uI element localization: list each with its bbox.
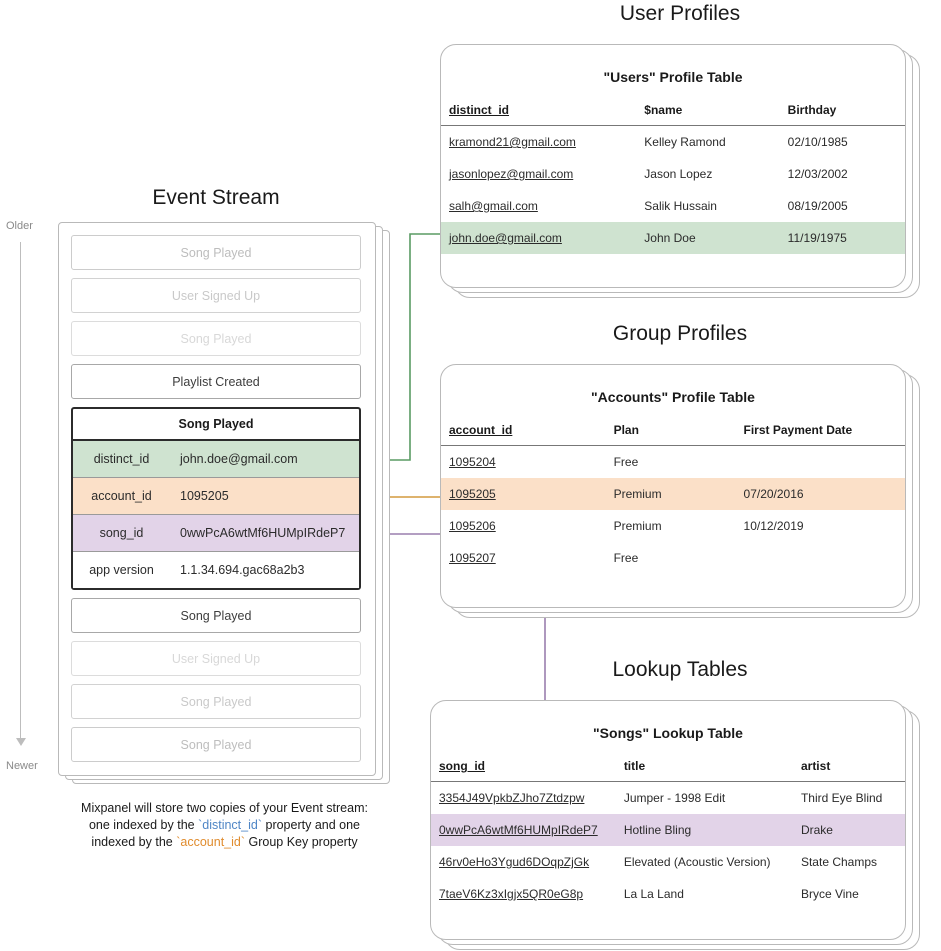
cell-plan: Premium — [613, 519, 662, 533]
event-property-distinct-id — [73, 441, 359, 478]
cell-account-id: 1095206 — [449, 519, 496, 533]
section-title-lookup-tables: Lookup Tables — [612, 658, 748, 681]
event-property-value: 0wwPcA6wtMf6HUMpIRdeP7 — [180, 526, 346, 540]
cell-song-id: 0wwPcA6wtMf6HUMpIRdeP7 — [431, 814, 616, 846]
table-header-row — [441, 419, 905, 446]
cell-song-id: 46rv0eHo3Ygud6DOqpZjGk — [439, 855, 590, 869]
column-header-first-payment-date: First Payment Date — [736, 419, 905, 446]
event-property-key: song_id — [99, 526, 144, 540]
cell-first-payment-date — [736, 446, 905, 479]
table-row[interactable] — [441, 190, 905, 222]
songs-lookup-card-stack — [430, 700, 918, 948]
column-header-name: $name — [636, 99, 779, 126]
table-row[interactable] — [431, 782, 905, 815]
cell-name: Jason Lopez — [644, 167, 713, 181]
section-title-event-stream: Event Stream — [152, 186, 280, 209]
event-row[interactable]: Song Played — [71, 684, 361, 719]
column-header-account-id: account_id — [441, 419, 606, 446]
table-row[interactable] — [431, 846, 905, 878]
cell-plan: Free — [613, 455, 639, 469]
cell-artist: Third Eye Blind — [800, 791, 883, 805]
table-row[interactable] — [441, 446, 905, 479]
table-row-highlighted[interactable] — [441, 222, 905, 254]
event-row[interactable]: User Signed Up — [71, 278, 361, 313]
accounts-profile-card — [440, 364, 906, 608]
table-row[interactable] — [441, 126, 905, 159]
event-stream-caption — [52, 800, 397, 851]
cell-account-id: 1095205 — [441, 478, 606, 510]
cell-distinct-id: kramond21@gmail.com — [449, 135, 576, 149]
column-header-distinct-id: distinct_id — [441, 99, 636, 126]
cell-distinct-id: john.doe@gmail.com — [441, 222, 636, 254]
caption-code-account-id: `account_id` — [176, 835, 246, 849]
event-property-value: 1.1.34.694.gac68a2b3 — [180, 563, 305, 577]
caption-text: indexed by the — [91, 835, 177, 849]
event-property-account-id — [73, 478, 359, 515]
users-profile-card-stack — [440, 44, 918, 296]
accounts-profile-table — [441, 419, 905, 574]
cell-artist: Drake — [793, 814, 905, 846]
caption-code-distinct-id: `distinct_id` — [198, 818, 263, 832]
cell-name: Salik Hussain — [644, 199, 717, 213]
event-property-key: app version — [89, 563, 154, 577]
table-row[interactable] — [441, 158, 905, 190]
caption-text: one indexed by the — [88, 818, 199, 832]
event-property-key: distinct_id — [93, 452, 150, 466]
caption-text: property and one — [262, 818, 361, 832]
timeline-axis — [6, 220, 54, 780]
column-header-artist: artist — [793, 755, 905, 782]
cell-title: Hotline Bling — [616, 814, 793, 846]
cell-distinct-id: jasonlopez@gmail.com — [449, 167, 574, 181]
event-row[interactable]: Playlist Created — [71, 364, 361, 399]
cell-birthday: 11/19/1975 — [780, 222, 905, 254]
event-property-value: 1095205 — [180, 489, 229, 503]
songs-table-title: "Songs" Lookup Table — [593, 725, 743, 741]
timeline-line — [20, 242, 21, 740]
section-title-group-profiles: Group Profiles — [612, 322, 748, 345]
cell-first-payment-date: 10/12/2019 — [743, 519, 804, 533]
timeline-arrowhead-icon — [16, 738, 26, 746]
accounts-table-title: "Accounts" Profile Table — [591, 389, 755, 405]
event-row[interactable]: User Signed Up — [71, 641, 361, 676]
cell-song-id: 7taeV6Kz3xIgjx5QR0eG8p — [439, 887, 584, 901]
event-row[interactable]: Song Played — [71, 235, 361, 270]
cell-first-payment-date: 07/20/2016 — [736, 478, 905, 510]
column-header-birthday: Birthday — [780, 99, 905, 126]
cell-birthday: 02/10/1985 — [787, 135, 848, 149]
cell-account-id: 1095204 — [449, 455, 496, 469]
expanded-event-card[interactable] — [71, 407, 361, 590]
cell-title: Jumper - 1998 Edit — [623, 791, 726, 805]
caption-line-1: Mixpanel will store two copies of your Event stream: — [81, 801, 368, 815]
event-property-app-version — [73, 552, 359, 588]
event-list — [71, 235, 361, 770]
event-row[interactable]: Song Played — [71, 727, 361, 762]
table-row-highlighted[interactable] — [441, 478, 905, 510]
songs-lookup-table — [431, 755, 905, 910]
caption-line-2 — [52, 817, 397, 834]
cell-account-id: 1095207 — [449, 551, 496, 565]
cell-plan: Premium — [606, 478, 736, 510]
column-header-plan: Plan — [606, 419, 736, 446]
table-row[interactable] — [441, 510, 905, 542]
cell-name: Kelley Ramond — [644, 135, 726, 149]
cell-birthday: 12/03/2002 — [787, 167, 848, 181]
timeline-label-older: Older — [6, 220, 33, 232]
cell-birthday: 08/19/2005 — [787, 199, 848, 213]
section-title-user-profiles: User Profiles — [619, 2, 741, 25]
table-row-highlighted[interactable] — [431, 814, 905, 846]
users-profile-table — [441, 99, 905, 254]
cell-plan: Free — [613, 551, 639, 565]
cell-title: La La Land — [623, 887, 684, 901]
caption-line-3 — [52, 834, 397, 851]
cell-artist: Bryce Vine — [800, 887, 859, 901]
caption-text: Group Key property — [245, 835, 358, 849]
event-property-value: john.doe@gmail.com — [180, 452, 298, 466]
event-stream-card — [58, 222, 388, 782]
cell-artist: State Champs — [800, 855, 878, 869]
table-row[interactable] — [431, 878, 905, 910]
cell-distinct-id: salh@gmail.com — [449, 199, 538, 213]
event-row[interactable]: Song Played — [71, 321, 361, 356]
timeline-label-newer: Newer — [6, 760, 38, 772]
cell-title: Elevated (Acoustic Version) — [623, 855, 771, 869]
accounts-profile-card-stack — [440, 364, 918, 616]
users-table-title: "Users" Profile Table — [603, 69, 743, 85]
event-property-song-id — [73, 515, 359, 552]
event-row[interactable]: Song Played — [71, 598, 361, 633]
cell-first-payment-date — [736, 542, 905, 574]
table-header-row — [431, 755, 905, 782]
cell-song-id: 3354J49VpkbZJho7Ztdzpw — [439, 791, 585, 805]
users-profile-card — [440, 44, 906, 288]
songs-lookup-card — [430, 700, 906, 940]
column-header-title: title — [616, 755, 793, 782]
table-header-row — [441, 99, 905, 126]
table-row[interactable] — [441, 542, 905, 574]
expanded-event-title: Song Played — [73, 409, 359, 441]
event-property-key: account_id — [91, 489, 152, 503]
column-header-song-id: song_id — [431, 755, 616, 782]
cell-name: John Doe — [636, 222, 779, 254]
